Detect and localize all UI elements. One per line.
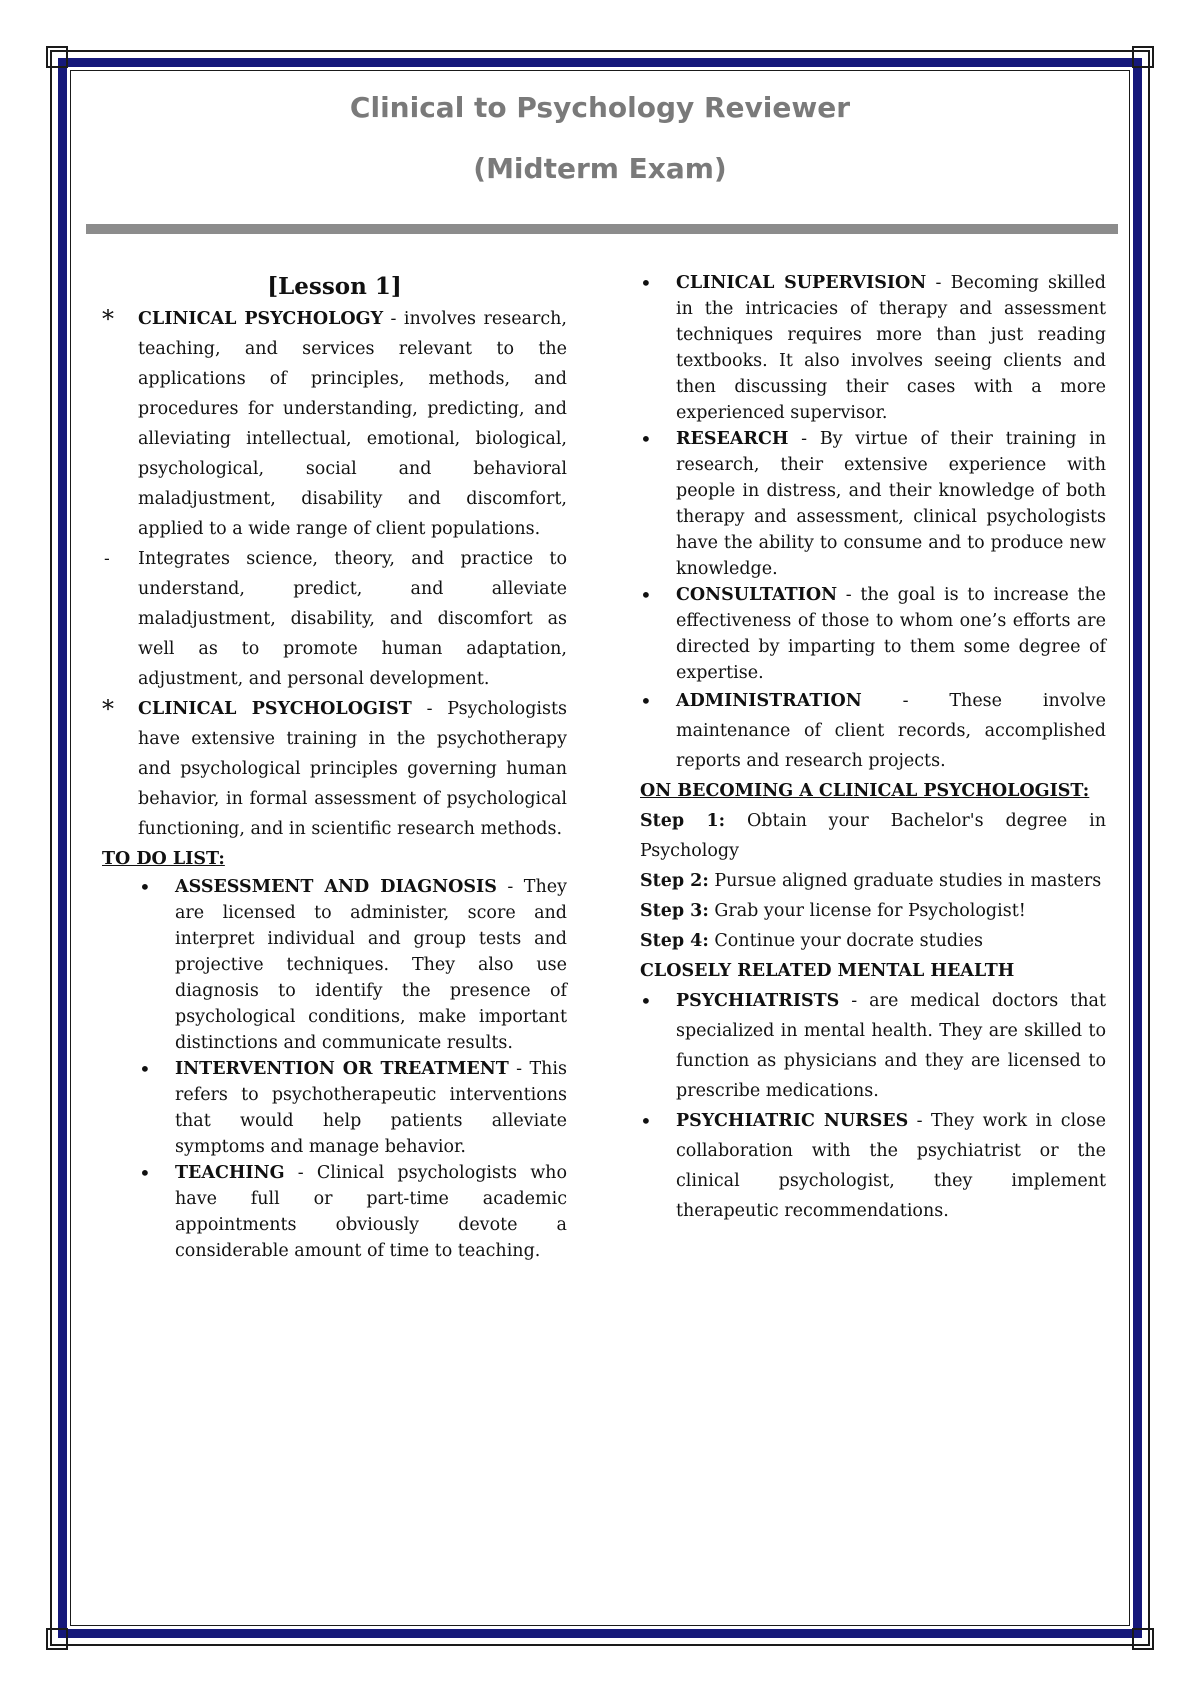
list-item <box>640 582 1106 686</box>
item-text: - This refers to psychotherapeutic interventions that would help patients alleviate symptoms and manage behavior. <box>175 1059 568 1157</box>
bullet-icon: • <box>640 689 652 713</box>
step-label: Step 4: <box>640 931 709 951</box>
step-text: Grab your license for Psychologist! <box>708 901 1026 921</box>
bullet-icon: • <box>640 1109 652 1133</box>
asterisk-icon: * <box>102 305 114 333</box>
step-item <box>640 806 1106 866</box>
list-item <box>640 1106 1106 1226</box>
bullet-icon: • <box>640 427 652 451</box>
item-text: - They work in close collaboration with the psychiatrist or the clinical psychologist, they implement therapeutic recommendations. <box>676 1111 1106 1221</box>
term: CONSULTATION <box>676 585 838 605</box>
term: CLINICAL SUPERVISION <box>676 273 927 293</box>
list-item <box>640 270 1106 426</box>
step-text: Pursue aligned graduate studies in masters <box>708 871 1102 891</box>
step-text: Obtain your Bachelor's degree in Psychology <box>640 811 1106 861</box>
item-text: - Becoming skilled in the intricacies of therapy and assessment techniques requires more than just reading textbooks. It also involves seeing clients and then discussing their cases with a more experienced supervisor. <box>676 273 1106 423</box>
item-text: - They are licensed to administer, score and interpret individual and group tests and projective techniques. They also use diagnosis to identify the presence of psychological conditions, make important distinctions and communicate results. <box>175 877 567 1053</box>
list-item <box>640 986 1106 1106</box>
list-item <box>102 874 567 1056</box>
bullet-icon: • <box>139 875 151 899</box>
left-column <box>102 270 567 1264</box>
right-column <box>640 270 1106 1226</box>
border-corner-ornament <box>46 1628 68 1650</box>
definition-text: Integrates science, theory, and practice to understand, predict, and alleviate maladjustment, disability, and discomfort as well as to promote human adaptation, adjustment, and personal development. <box>138 549 567 689</box>
step-label: Step 3: <box>640 901 709 921</box>
step-item <box>640 866 1106 896</box>
list-item <box>102 1056 567 1160</box>
list-item <box>640 426 1106 582</box>
step-label: Step 1: <box>640 811 726 831</box>
term: CLINICAL PSYCHOLOGIST <box>138 699 412 719</box>
step-item <box>640 926 1106 956</box>
title-divider <box>86 224 1118 234</box>
term: PSYCHIATRIC NURSES <box>676 1111 909 1131</box>
bullet-icon: • <box>139 1161 151 1185</box>
step-text: Continue your docrate studies <box>708 931 984 951</box>
item-text: - Clinical psychologists who have full or part-time academic appointments obviously devote a considerable amount of time to teaching. <box>175 1163 567 1261</box>
border-corner-ornament <box>46 46 68 68</box>
asterisk-icon: * <box>102 695 114 723</box>
term: TEACHING <box>175 1163 285 1183</box>
item-text: - By virtue of their training in research, their extensive experience with people in distress, and their knowledge of both therapy and assessment, clinical psychologists have the ability to consume and to produce new knowledge. <box>676 429 1106 579</box>
item-text: - the goal is to increase the effectiveness of those to whom one’s efforts are directed by imparting to them some degree of expertise. <box>676 585 1106 683</box>
todo-heading: TO DO LIST: <box>102 849 225 869</box>
lesson-heading: [Lesson 1] <box>267 273 402 300</box>
document-title: Clinical to Psychology Reviewer <box>349 91 851 124</box>
term: PSYCHIATRISTS <box>676 991 840 1011</box>
bullet-icon: • <box>640 989 652 1013</box>
definition-clinical-psychologist <box>102 694 567 844</box>
becoming-heading: ON BECOMING A CLINICAL PSYCHOLOGIST: <box>640 781 1090 801</box>
term: ASSESSMENT AND DIAGNOSIS <box>175 877 497 897</box>
border-corner-ornament <box>1132 46 1154 68</box>
border-corner-ornament <box>1132 1628 1154 1650</box>
dash-icon: - <box>104 549 110 569</box>
term: RESEARCH <box>676 429 789 449</box>
bullet-icon: • <box>640 583 652 607</box>
definition-text: - involves research, teaching, and services relevant to the applications of principles, methods, and procedures for understanding, predicting, and alleviating intellectual, emotional, biological, psychological, social and behavioral maladjustment, disability and discomfort, applied to a wide range of client populations. <box>138 309 567 539</box>
definition-text: - Psychologists have extensive training in the psychotherapy and psychological principles governing human behavior, in formal assessment of psychological functioning, and in scientific research methods. <box>138 699 567 839</box>
bullet-icon: • <box>139 1057 151 1081</box>
document-subtitle: (Midterm Exam) <box>473 152 727 185</box>
item-text: - are medical doctors that specialized in mental health. They are skilled to function as physicians and they are licensed to prescribe medications. <box>676 991 1106 1101</box>
term: INTERVENTION OR TREATMENT <box>175 1059 509 1079</box>
term: ADMINISTRATION <box>676 691 862 711</box>
bullet-icon: • <box>640 271 652 295</box>
definition-clinical-psychology <box>102 304 567 544</box>
item-text: - These involve maintenance of client records, accomplished reports and research projects. <box>676 691 1106 771</box>
term: CLINICAL PSYCHOLOGY <box>138 309 384 329</box>
step-item <box>640 896 1106 926</box>
definition-note <box>102 544 567 694</box>
list-item <box>640 686 1106 776</box>
step-label: Step 2: <box>640 871 709 891</box>
related-heading: CLOSELY RELATED MENTAL HEALTH <box>640 961 1015 981</box>
list-item <box>102 1160 567 1264</box>
